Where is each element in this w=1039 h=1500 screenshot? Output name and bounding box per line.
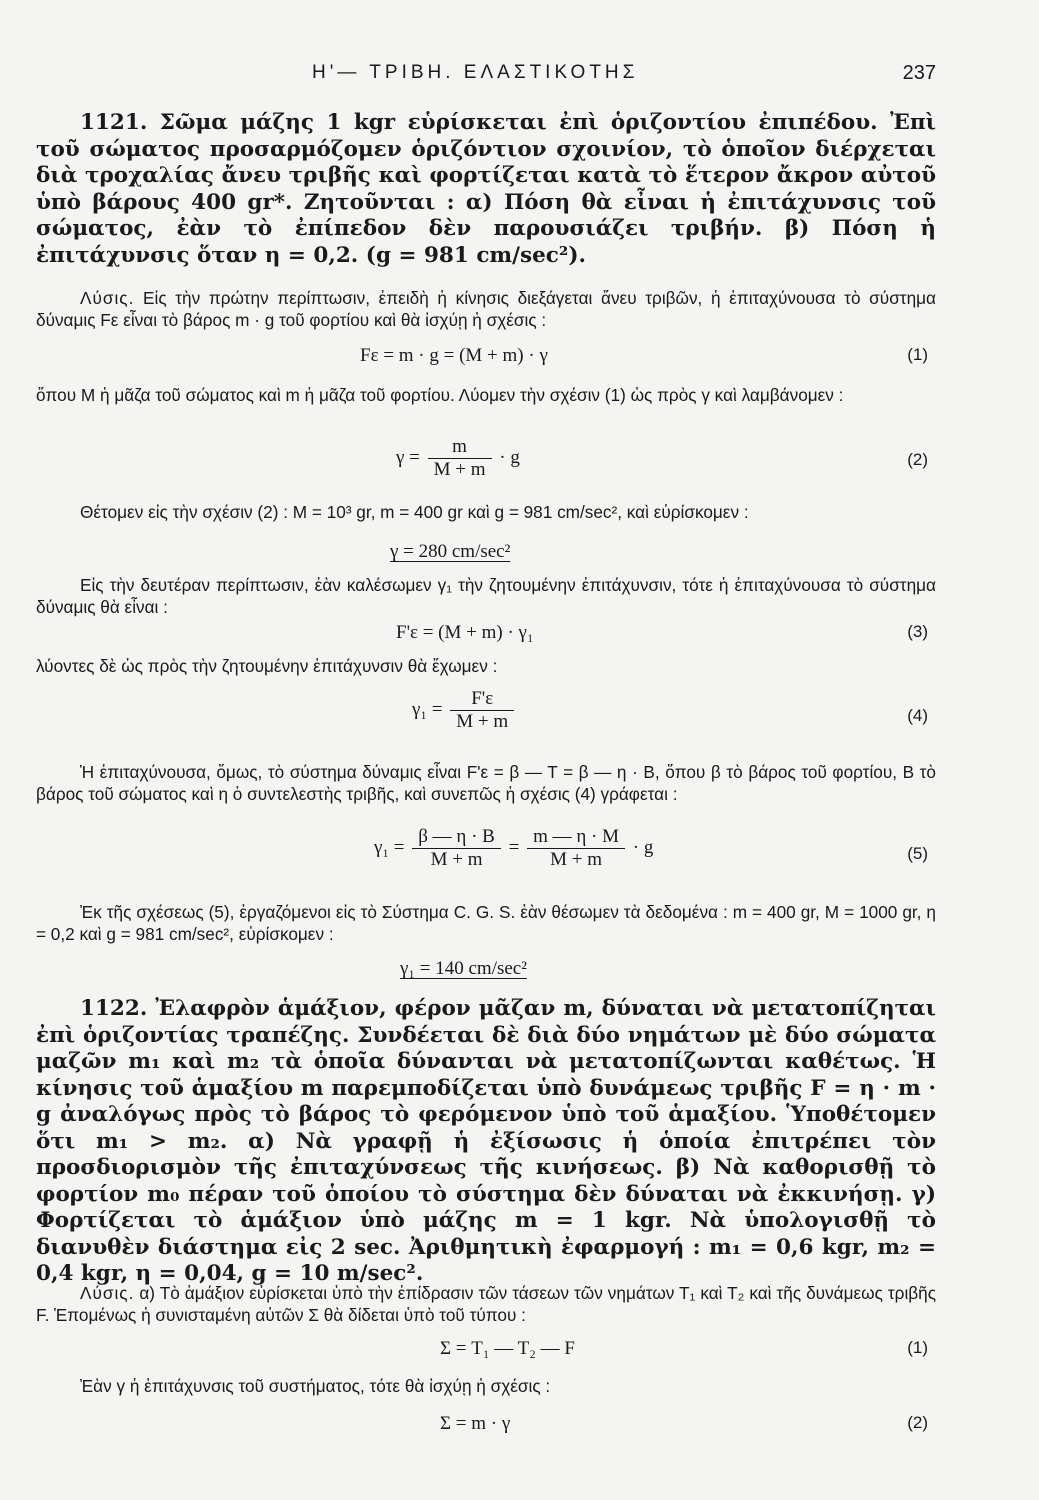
fraction <box>428 436 492 481</box>
equation-1121-4 <box>36 688 936 742</box>
equation-number: (2) <box>907 450 928 469</box>
fraction-numerator: m <box>428 436 492 459</box>
solution-1121-text-7: Ἐκ τῆς σχέσεως (5), ἐργαζόμενοι εἰς τὸ Σύστημα C. G. S. ἐὰν θέσωμεν τὰ δεδομένα : m = 400 gr, M = 1000 gr, η = 0,2 καὶ g = 981 cm/sec², εὑρίσκομεν : <box>36 902 936 944</box>
equation-1121-1 <box>36 345 936 375</box>
fraction <box>450 688 514 733</box>
solution-text: α) Τὸ ἁμάξιον εὑρίσκεται ὑπὸ τὴν ἐπίδρασιν τῶν τάσεων τῶν νημάτων Τ₁ καὶ Τ₂ καὶ τῆς δυνάμεως τριβῆς F. Ἑπομένως ἡ συνισταμένη αὐτῶν Σ θὰ δίδεται ὑπὸ τοῦ τύπου : <box>36 1283 936 1325</box>
equation-body: Σ = m · γ <box>440 1413 511 1434</box>
equation-number: (4) <box>907 706 928 725</box>
solution-1121-text-5: λύοντες δὲ ὡς πρὸς τὴν ζητουμένην ἐπιτάχυνσιν θὰ ἔχωμεν : <box>36 656 498 676</box>
equation-lhs: γ = <box>396 446 420 468</box>
page-number: 237 <box>902 62 936 84</box>
fraction-numerator: F'ε <box>450 688 514 711</box>
equation-rhs: · g <box>632 836 654 858</box>
fraction-denominator: M + m <box>456 711 509 732</box>
fraction-denominator: M + m <box>433 459 486 480</box>
problem-1121-statement: 1121. Σῶμα μάζης 1 kgr εὑρίσκεται ἐπὶ ὁριζοντίου ἐπιπέδου. Ἐπὶ τοῦ σώματος προσαρμόζομεν ὁριζόντιον σχοινίον, τὸ ὁποῖον διέρχεται διὰ τροχαλίας ἄνευ τριβῆς καὶ φορτίζεται κατὰ τὸ ἕτερον ἄκρον αὐτοῦ ὑπὸ βάρους 400 gr*. Ζητοῦνται : α) Πόση θὰ εἶναι ἡ ἐπιτάχυνσις τοῦ σώματος, ἐὰν τὸ ἐπίπεδον δὲν παρουσιάζει τριβήν. β) Πόση ἡ ἐπιτάχυνσις ὅταν η = 0,2. (g = 981 cm/sec²). <box>36 110 936 268</box>
equation-1121-2 <box>36 436 936 490</box>
equation-number: (3) <box>907 622 928 641</box>
result-1121-b <box>36 958 936 988</box>
chapter-title: Η'— ΤΡΙΒΗ. ΕΛΑΣΤΙΚΟΤΗΣ <box>312 62 639 83</box>
equation-number: (5) <box>907 844 928 863</box>
solution-1121-text-2: ὅπου Μ ἡ μᾶζα τοῦ σώματος καὶ m ἡ μᾶζα τοῦ φορτίου. Λύομεν τὴν σχέσιν (1) ὡς πρὸς γ καὶ λαμβάνομεν : <box>36 385 844 405</box>
equation-1121-3 <box>36 622 936 652</box>
equation-lhs: γ₁ = <box>412 698 443 720</box>
solution-1121-text-4: Εἰς τὴν δευτέραν περίπτωσιν, ἐὰν καλέσωμεν γ₁ τὴν ζητουμένην ἐπιτάχυνσιν, τότε ἡ ἐπιταχύνουσα τὸ σύστημα δύναμις θὰ εἶναι : <box>36 575 936 617</box>
solution-1121-text-6: Ἡ ἐπιταχύνουσα, ὅμως, τὸ σύστημα δύναμις εἶναι F'ε = β — Τ = β — η · Β, ὅπου β τὸ βάρος τοῦ φορτίου, Β τὸ βάρος τοῦ σώματος καὶ η ὁ συντελεστὴς τριβῆς, καὶ συνεπῶς ἡ σχέσις (4) γράφεται : <box>36 762 936 804</box>
fraction-numerator: m — η · M <box>527 826 625 849</box>
equation-1122-2 <box>36 1413 936 1443</box>
equation-body: F'ε = (M + m) · γ₁ <box>396 622 534 643</box>
running-header <box>36 62 936 92</box>
fraction-2 <box>527 826 625 871</box>
solution-1121-text-3: Θέτομεν εἰς τὴν σχέσιν (2) : Μ = 10³ gr, m = 400 gr καὶ g = 981 cm/sec², καὶ εὑρίσκομεν : <box>80 502 749 522</box>
solution-1121-intro <box>36 288 936 331</box>
solution-text: Εἰς τὴν πρώτην περίπτωσιν, ἐπειδὴ ἡ κίνησις διεξάγεται ἄνευ τριβῶν, ἡ ἐπιταχύνουσα τὸ σύστημα δύναμις Fε εἶναι τὸ βάρος m · g τοῦ φορτίου καὶ θὰ ἰσχύῃ ἡ σχέσις : <box>36 288 936 330</box>
equation-lhs: γ₁ = <box>374 836 405 858</box>
equation-number: (1) <box>907 345 928 364</box>
equation-number: (1) <box>907 1338 928 1357</box>
boxed-result: γ₁ = 140 cm/sec² <box>400 958 527 979</box>
fraction-numerator: β — η · B <box>412 826 501 849</box>
equation-body: Σ = T₁ — T₂ — F <box>440 1338 575 1359</box>
result-1121-a <box>36 541 936 571</box>
solution-1122-text-2: Ἐὰν γ ἡ ἐπιτάχυνσις τοῦ συστήματος, τότε θὰ ἰσχύῃ ἡ σχέσις : <box>80 1376 551 1396</box>
fraction-denominator: M + m <box>430 849 483 870</box>
solution-label: Λύσις. <box>80 1283 135 1303</box>
equation-body: Fε = m · g = (M + m) · γ <box>360 345 548 366</box>
solution-label: Λύσις. <box>80 288 135 308</box>
equation-rhs: · g <box>499 446 520 468</box>
boxed-result: γ = 280 cm/sec² <box>390 541 511 562</box>
fraction-denominator: M + m <box>550 849 602 870</box>
equation-1122-1 <box>36 1338 936 1368</box>
problem-1122-statement: 1122. Ἐλαφρὸν ἁμάξιον, φέρον μᾶζαν m, δύναται νὰ μετατοπίζηται ἐπὶ ὁριζοντίας τραπέζης. Συνδέεται δὲ διὰ δύο νημάτων μὲ δύο σώματα μαζῶν m₁ καὶ m₂ τὰ ὁποῖα δύνανται νὰ μετατοπίζωνται καθέτως. Ἡ κίνησις τοῦ ἁμαξίου m παρεμποδίζεται ὑπὸ δυνάμεως τριβῆς F = η · m · g ἀναλόγως πρὸς τὸ βάρος τὸ φερόμενον ὑπὸ τοῦ ἁμαξίου. Ὑποθέτομεν ὅτι m₁ > m₂. α) Νὰ γραφῇ ἡ ἐξίσωσις ἡ ὁποία ἐπιτρέπει τὸν προσδιορισμὸν τῆς ἐπιταχύνσεως τῆς κινήσεως. β) Νὰ καθορισθῇ τὸ φορτίον m₀ πέραν τοῦ ὁποίου τὸ σύστημα δὲν δύναται νὰ ἐκκινήσῃ. γ) Φορτίζεται τὸ ἁμάξιον ὑπὸ μάζης m = 1 kgr. Νὰ ὑπολογισθῇ τὸ διανυθὲν διάστημα εἰς 2 sec. Ἀριθμητικὴ ἐφαρμογή : m₁ = 0,6 kgr, m₂ = 0,4 kgr, η = 0,04, g = 10 m/sec². <box>36 996 936 1286</box>
equation-1121-5 <box>36 826 936 880</box>
fraction-1 <box>412 826 501 871</box>
equation-number: (2) <box>907 1413 928 1432</box>
solution-1122-intro <box>36 1283 936 1326</box>
equals-sign: = <box>508 836 520 858</box>
